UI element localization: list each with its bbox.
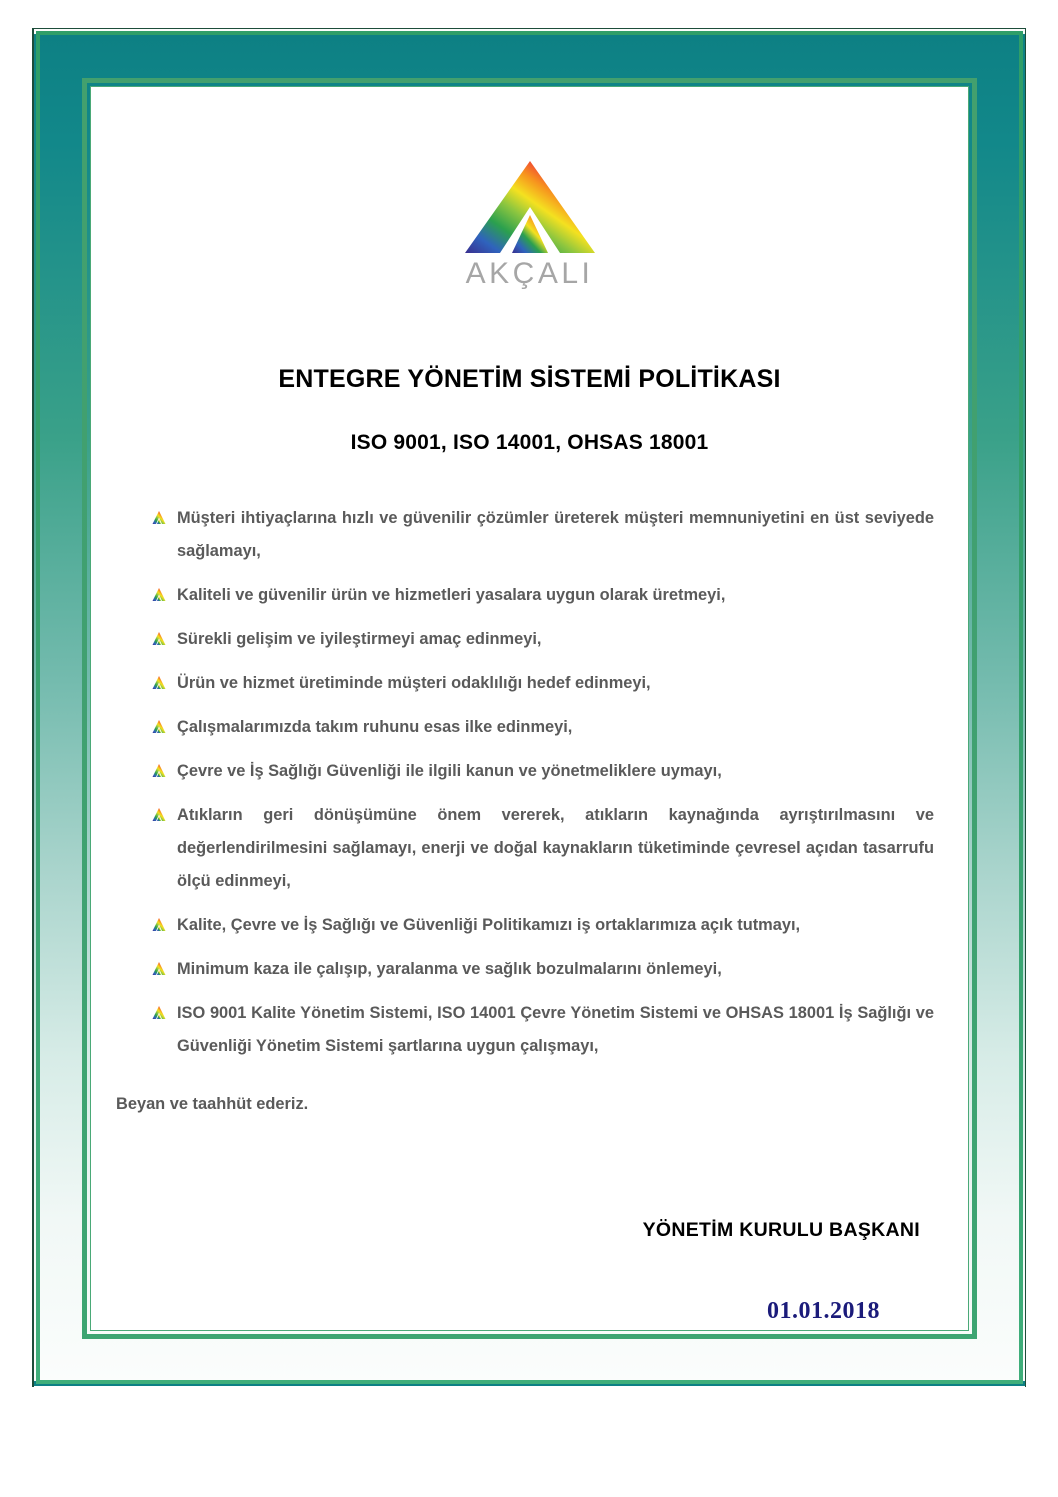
policy-list-item	[177, 579, 934, 612]
policy-list	[91, 502, 968, 1063]
akcali-chevron-bullet-icon	[152, 511, 166, 525]
policy-list-item	[177, 623, 934, 656]
policy-item-text: Atıkların geri dönüşümüne önem vererek, atıkların kaynağında ayrıştırılmasını ve değerlendirilmesini sağlamayı, enerji ve doğal kaynakların tüketiminde çevresel açıdan tasarrufu ölçü edinmeyi,	[177, 806, 934, 890]
policy-item-text: Kaliteli ve güvenilir ürün ve hizmetleri yasalara uygun olarak üretmeyi,	[177, 586, 726, 604]
closing-statement: Beyan ve taahhüt ederiz.	[116, 1095, 309, 1113]
signature-date: 01.01.2018	[767, 1298, 880, 1324]
akcali-chevron-bullet-icon	[152, 918, 166, 932]
document-content-area	[91, 87, 968, 1330]
policy-item-text: Ürün ve hizmet üretiminde müşteri odaklılığı hedef edinmeyi,	[177, 674, 651, 692]
akcali-chevron-bullet-icon	[152, 962, 166, 976]
akcali-chevron-logo-icon	[464, 159, 596, 255]
akcali-chevron-bullet-icon	[152, 632, 166, 646]
document-title: ENTEGRE YÖNETİM SİSTEMİ POLİTİKASI	[278, 365, 781, 393]
policy-list-item	[177, 502, 934, 568]
policy-list-item	[177, 997, 934, 1063]
policy-item-text: Kalite, Çevre ve İş Sağlığı ve Güvenliği Politikamızı iş ortaklarımıza açık tutmayı,	[177, 916, 801, 934]
akcali-chevron-bullet-icon	[152, 676, 166, 690]
policy-item-text: Çevre ve İş Sağlığı Güvenliği ile ilgili kanun ve yönetmeliklere uymayı,	[177, 762, 722, 780]
company-logo	[91, 159, 968, 291]
akcali-chevron-bullet-icon	[152, 808, 166, 822]
policy-item-text: ISO 9001 Kalite Yönetim Sistemi, ISO 14001 Çevre Yönetim Sistemi ve OHSAS 18001 İş Sağlığı ve Güvenliği Yönetim Sistemi şartlarına uygun çalışmayı,	[177, 1004, 934, 1055]
akcali-chevron-bullet-icon	[152, 764, 166, 778]
akcali-chevron-bullet-icon	[152, 1006, 166, 1020]
policy-list-item	[177, 953, 934, 986]
document-subtitle: ISO 9001, ISO 14001, OHSAS 18001	[350, 431, 709, 454]
policy-item-text: Sürekli gelişim ve iyileştirmeyi amaç edinmeyi,	[177, 630, 542, 648]
akcali-chevron-bullet-icon	[152, 588, 166, 602]
policy-list-item	[177, 711, 934, 744]
policy-item-text: Müşteri ihtiyaçlarına hızlı ve güvenilir çözümler üreterek müşteri memnuniyetini en üst seviyede sağlamayı,	[177, 509, 934, 560]
policy-list-item	[177, 755, 934, 788]
policy-list-item	[177, 909, 934, 942]
logo-wordmark: AKÇALI	[465, 257, 594, 290]
policy-list-item	[177, 667, 934, 700]
policy-item-text: Minimum kaza ile çalışıp, yaralanma ve sağlık bozulmalarını önlemeyi,	[177, 960, 722, 978]
signature-block	[91, 1219, 968, 1325]
signatory-title: YÖNETİM KURULU BAŞKANI	[642, 1219, 920, 1241]
policy-list-item	[177, 799, 934, 898]
akcali-chevron-bullet-icon	[152, 720, 166, 734]
policy-item-text: Çalışmalarımızda takım ruhunu esas ilke edinmeyi,	[177, 718, 573, 736]
